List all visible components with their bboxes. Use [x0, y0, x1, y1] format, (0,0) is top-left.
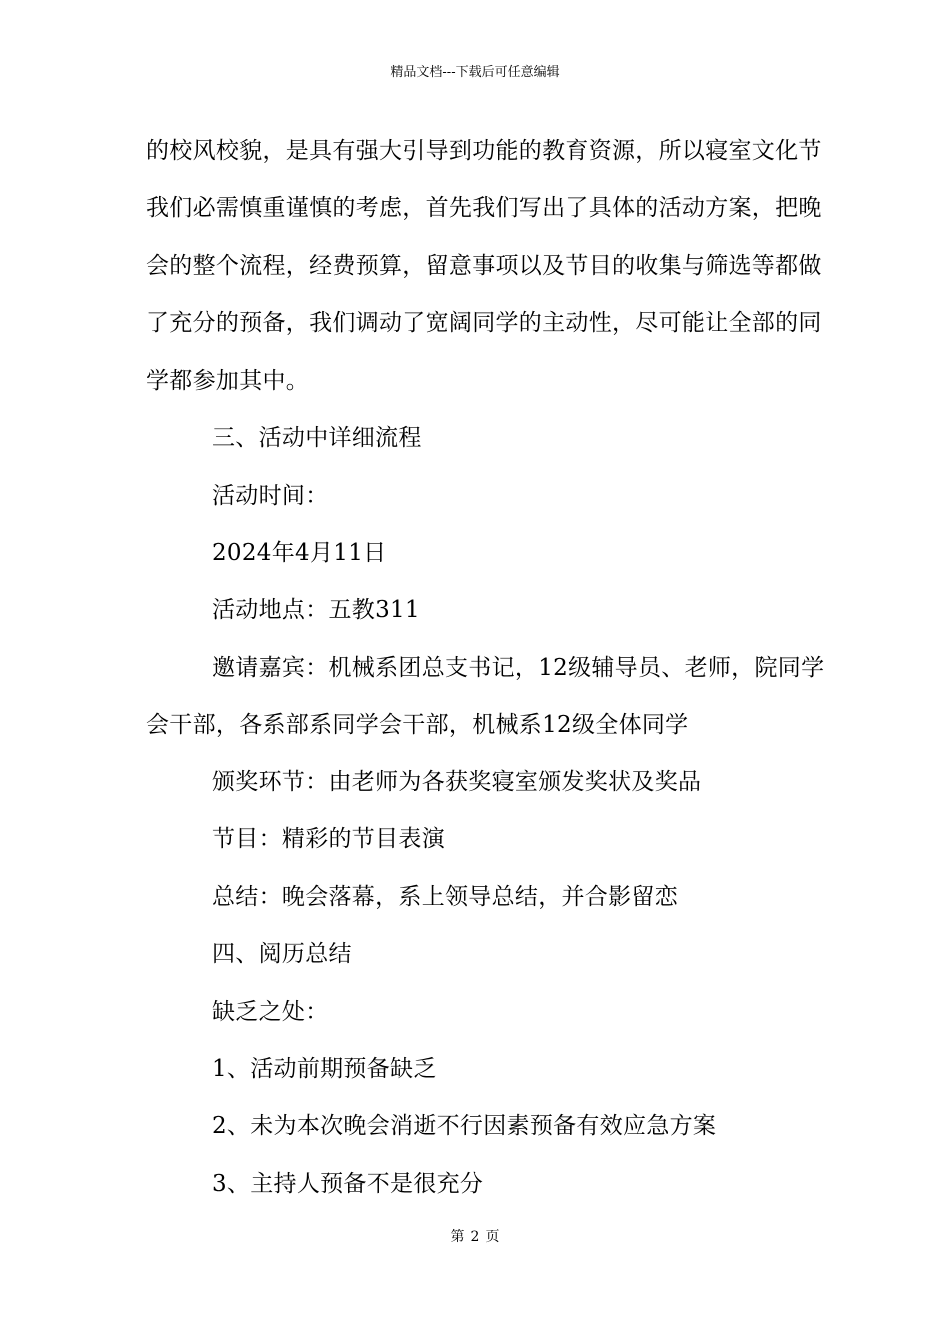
list-item: 3、主持人预备不是很充分: [212, 1171, 484, 1197]
award-line: 颁奖环节：由老师为各获奖寝室颁发奖状及奖品: [212, 769, 702, 795]
section-heading-3: 三、活动中详细流程: [212, 425, 422, 451]
section-heading-4: 四、阅历总结: [212, 941, 352, 967]
time-label: 活动时间：: [212, 483, 329, 509]
paragraph-line: 了充分的预备，我们调动了宽阔同学的主动性，尽可能让全部的同: [146, 310, 822, 336]
paragraph-line: 学都参加其中。: [146, 368, 310, 394]
guests-line: 邀请嘉宾：机械系团总支书记，12级辅导员、老师，院同学: [212, 655, 825, 681]
list-item: 1、活动前期预备缺乏: [212, 1056, 437, 1082]
page-number-suffix: 页: [485, 1229, 500, 1245]
page-header: 精品文档---下载后可任意编辑: [390, 65, 560, 80]
page-footer: [0, 1228, 950, 1246]
shortcomings-label: 缺乏之处：: [212, 999, 329, 1025]
page-number: 2: [470, 1229, 480, 1245]
paragraph-line: 会的整个流程，经费预算，留意事项以及节目的收集与筛选等都做: [146, 253, 822, 279]
event-date: 2024年4月11日: [212, 540, 387, 566]
page-number-prefix: 第: [450, 1229, 465, 1245]
summary-line: 总结：晚会落幕，系上领导总结，并合影留恋: [212, 884, 678, 910]
list-item: 2、未为本次晚会消逝不行因素预备有效应急方案: [212, 1113, 717, 1139]
program-line: 节目：精彩的节目表演: [212, 826, 445, 852]
event-location: 活动地点：五教311: [212, 597, 420, 623]
paragraph-line: 的校风校貌，是具有强大引导到功能的教育资源，所以寝室文化节: [146, 138, 822, 164]
paragraph-line: 我们必需慎重谨慎的考虑，首先我们写出了具体的活动方案，把晚: [146, 195, 822, 221]
guests-line-continued: 会干部，各系部系同学会干部，机械系12级全体同学: [146, 712, 689, 738]
